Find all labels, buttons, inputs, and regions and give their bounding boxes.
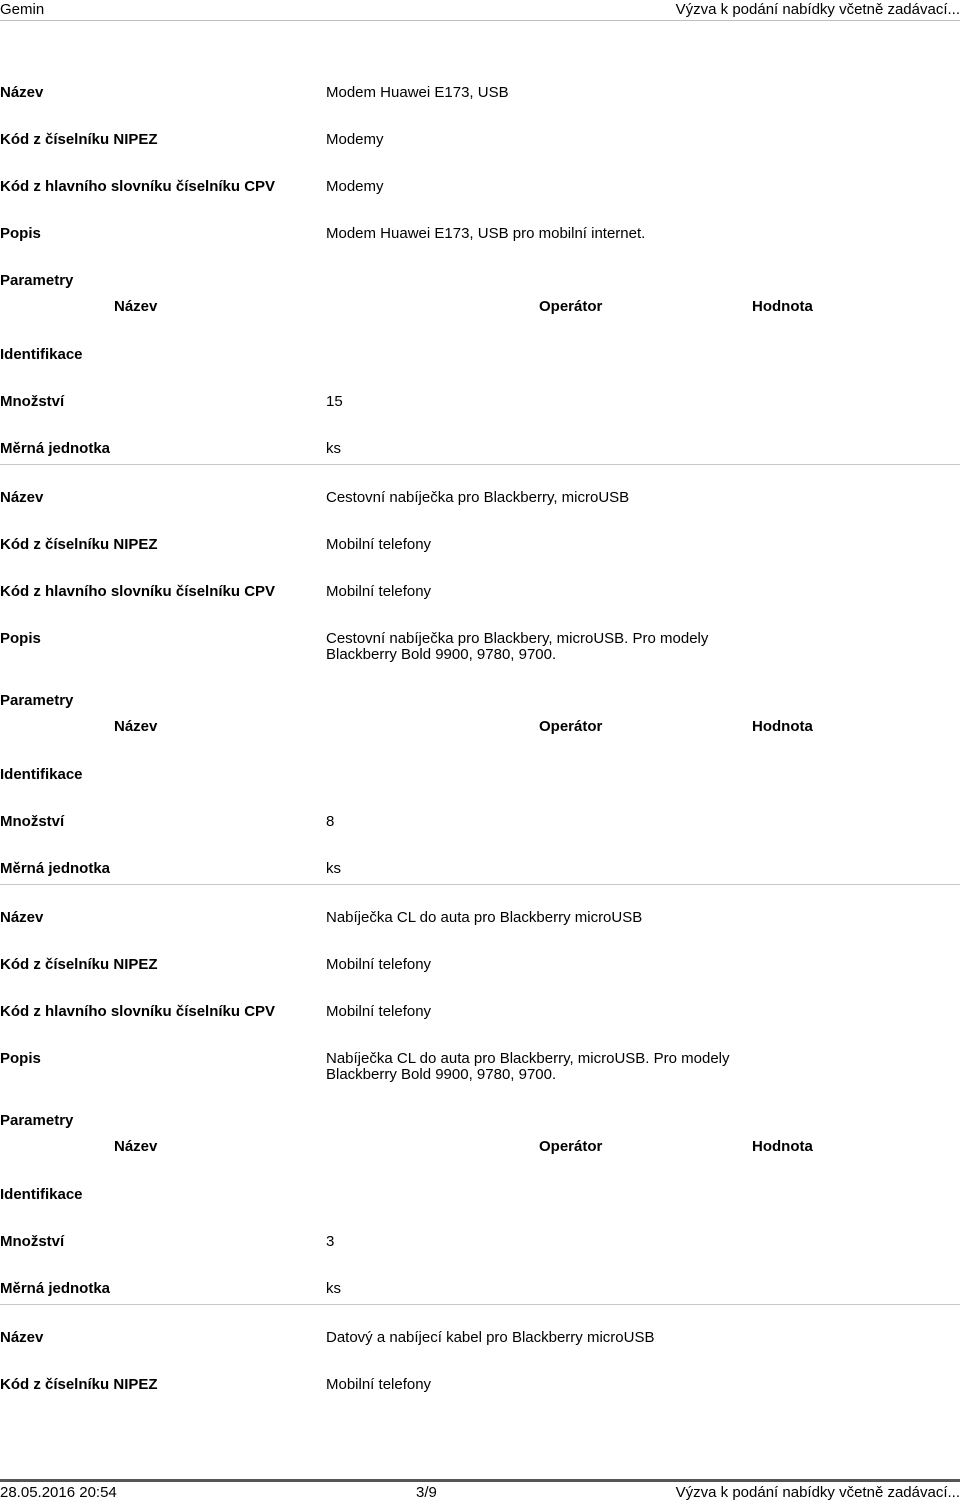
item-nipez: Mobilní telefony (326, 1376, 432, 1393)
item-unit: ks (326, 1280, 341, 1297)
param-col-operator: Operátor (539, 718, 603, 735)
param-col-operator: Operátor (539, 1138, 603, 1155)
cpv-label: Kód z hlavního slovníku číselníku CPV (0, 583, 276, 600)
description-label: Popis (0, 225, 41, 242)
name-label: Název (0, 909, 44, 926)
item-description: Nabíječka CL do auta pro Blackberry, microUSB. Pro modely Blackberry Bold 9900, 9780, 9700. (326, 1050, 730, 1083)
param-col-value: Hodnota (752, 718, 813, 735)
item-quantity: 8 (326, 813, 335, 830)
identification-label: Identifikace (0, 1186, 83, 1203)
item-unit: ks (326, 440, 341, 457)
identification-label: Identifikace (0, 346, 83, 363)
nipez-label: Kód z číselníku NIPEZ (0, 956, 158, 973)
description-label: Popis (0, 1050, 41, 1067)
item-quantity: 3 (326, 1233, 335, 1250)
identification-label: Identifikace (0, 766, 83, 783)
name-label: Název (0, 489, 44, 506)
item-description: Modem Huawei E173, USB pro mobilní internet. (326, 225, 646, 242)
item-nipez: Mobilní telefony (326, 956, 432, 973)
param-col-value: Hodnota (752, 1138, 813, 1155)
header-divider (0, 20, 960, 21)
nipez-label: Kód z číselníku NIPEZ (0, 1376, 158, 1393)
item-name: Datový a nabíjecí kabel pro Blackberry microUSB (326, 1329, 655, 1346)
item-unit: ks (326, 860, 341, 877)
parameters-label: Parametry (0, 692, 74, 709)
param-col-name: Název (114, 298, 158, 315)
unit-label: Měrná jednotka (0, 860, 111, 877)
item-nipez: Mobilní telefony (326, 536, 432, 553)
item-quantity: 15 (326, 393, 343, 410)
item-nipez: Modemy (326, 131, 384, 148)
item-description: Cestovní nabíječka pro Blackbery, microUSB. Pro modely Blackberry Bold 9900, 9780, 9700. (326, 630, 709, 663)
cpv-label: Kód z hlavního slovníku číselníku CPV (0, 178, 276, 195)
footer-document-title: Výzva k podání nabídky včetně zadávací... (675, 1484, 960, 1501)
footer-page-number: 3/9 (416, 1484, 437, 1501)
quantity-label: Množství (0, 813, 65, 830)
item-cpv: Mobilní telefony (326, 583, 432, 600)
param-col-operator: Operátor (539, 298, 603, 315)
unit-label: Měrná jednotka (0, 1280, 111, 1297)
param-col-value: Hodnota (752, 298, 813, 315)
cpv-label: Kód z hlavního slovníku číselníku CPV (0, 1003, 276, 1020)
item-cpv: Modemy (326, 178, 384, 195)
param-col-name: Název (114, 718, 158, 735)
item-divider (0, 1304, 960, 1305)
item-name: Nabíječka CL do auta pro Blackberry microUSB (326, 909, 643, 926)
nipez-label: Kód z číselníku NIPEZ (0, 131, 158, 148)
param-col-name: Název (114, 1138, 158, 1155)
footer-date: 28.05.2016 20:54 (0, 1484, 117, 1501)
footer-divider (0, 1479, 960, 1482)
description-label: Popis (0, 630, 41, 647)
item-divider (0, 464, 960, 465)
name-label: Název (0, 84, 44, 101)
header-document-title: Výzva k podání nabídky včetně zadávací... (675, 1, 960, 18)
nipez-label: Kód z číselníku NIPEZ (0, 536, 158, 553)
quantity-label: Množství (0, 1233, 65, 1250)
item-divider (0, 884, 960, 885)
item-name: Cestovní nabíječka pro Blackberry, microUSB (326, 489, 630, 506)
name-label: Název (0, 1329, 44, 1346)
item-cpv: Mobilní telefony (326, 1003, 432, 1020)
header-app-name: Gemin (0, 1, 45, 18)
item-name: Modem Huawei E173, USB (326, 84, 509, 101)
quantity-label: Množství (0, 393, 65, 410)
parameters-label: Parametry (0, 272, 74, 289)
unit-label: Měrná jednotka (0, 440, 111, 457)
parameters-label: Parametry (0, 1112, 74, 1129)
